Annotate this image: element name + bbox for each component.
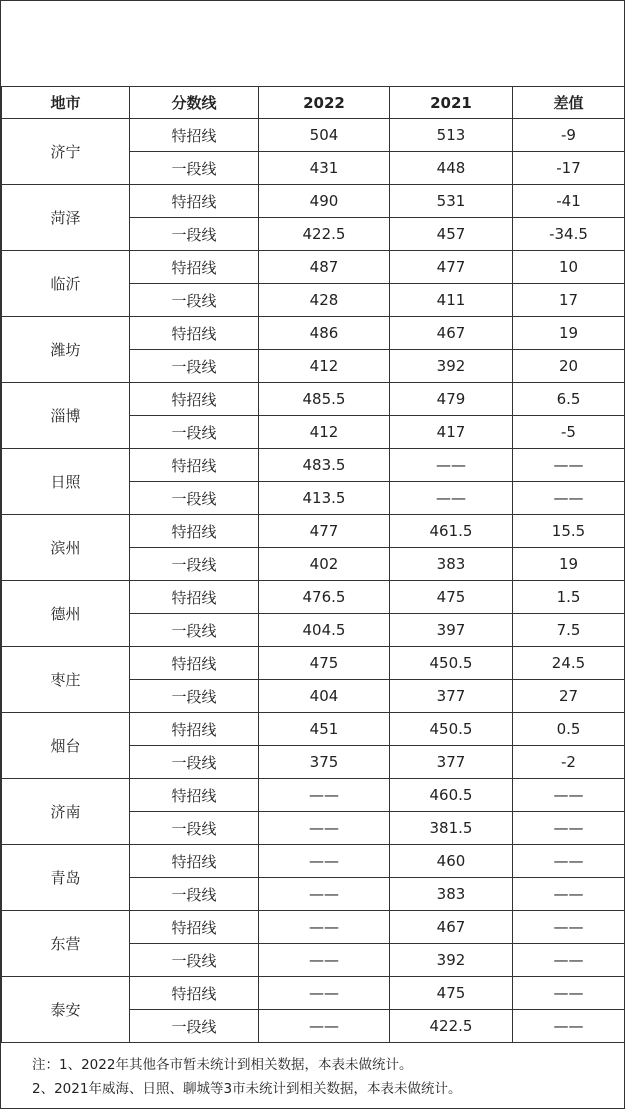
line-type-cell: 一段线 (130, 680, 259, 713)
line-type-cell: 一段线 (130, 218, 259, 251)
score-2022-cell: —— (259, 779, 390, 812)
line-type-cell: 一段线 (130, 416, 259, 449)
score-2021-cell: 513 (390, 119, 513, 152)
city-cell: 临沂 (2, 251, 130, 317)
table-body (2, 119, 625, 1043)
score-2022-cell: 375 (259, 746, 390, 779)
table-row (2, 647, 625, 680)
diff-cell: 24.5 (513, 647, 625, 680)
line-type-cell: 特招线 (130, 845, 259, 878)
diff-cell: -9 (513, 119, 625, 152)
line-type-cell: 一段线 (130, 614, 259, 647)
diff-cell: —— (513, 878, 625, 911)
score-2021-cell: 475 (390, 977, 513, 1010)
line-type-cell: 一段线 (130, 1010, 259, 1043)
city-cell: 潍坊 (2, 317, 130, 383)
line-type-cell: 特招线 (130, 911, 259, 944)
city-cell: 东营 (2, 911, 130, 977)
score-2021-cell: —— (390, 482, 513, 515)
diff-cell: -41 (513, 185, 625, 218)
score-2022-cell: 504 (259, 119, 390, 152)
line-type-cell: 特招线 (130, 977, 259, 1010)
header-2022: 2022 (259, 87, 390, 119)
score-2022-cell: —— (259, 878, 390, 911)
score-2022-cell: 451 (259, 713, 390, 746)
score-2021-cell: 467 (390, 911, 513, 944)
table-row (2, 977, 625, 1010)
score-2021-cell: 467 (390, 317, 513, 350)
city-cell: 济南 (2, 779, 130, 845)
table-row (2, 911, 625, 944)
diff-cell: 7.5 (513, 614, 625, 647)
score-2022-cell: —— (259, 812, 390, 845)
score-2021-cell: 377 (390, 680, 513, 713)
table-row (2, 119, 625, 152)
score-2022-cell: 412 (259, 350, 390, 383)
table-row (2, 251, 625, 284)
score-2022-cell: 475 (259, 647, 390, 680)
city-cell: 烟台 (2, 713, 130, 779)
city-cell: 淄博 (2, 383, 130, 449)
header-2021: 2021 (390, 87, 513, 119)
score-2021-cell: 392 (390, 944, 513, 977)
diff-cell: —— (513, 845, 625, 878)
header-diff: 差值 (513, 87, 625, 119)
footnotes (32, 1053, 462, 1101)
score-2021-cell: 479 (390, 383, 513, 416)
diff-cell: 15.5 (513, 515, 625, 548)
line-type-cell: 特招线 (130, 119, 259, 152)
blank-header-area (0, 0, 625, 86)
table-row (2, 317, 625, 350)
score-2021-cell: 475 (390, 581, 513, 614)
score-2021-cell: 450.5 (390, 713, 513, 746)
score-2021-cell: 461.5 (390, 515, 513, 548)
diff-cell: 6.5 (513, 383, 625, 416)
score-2022-cell: 404 (259, 680, 390, 713)
table-header-row (2, 87, 625, 119)
score-2022-cell: —— (259, 911, 390, 944)
score-2021-cell: 422.5 (390, 1010, 513, 1043)
table-row (2, 581, 625, 614)
line-type-cell: 特招线 (130, 383, 259, 416)
score-2022-cell: 490 (259, 185, 390, 218)
line-type-cell: 一段线 (130, 548, 259, 581)
header-line-type: 分数线 (130, 87, 259, 119)
score-2021-cell: 392 (390, 350, 513, 383)
diff-cell: -34.5 (513, 218, 625, 251)
score-2022-cell: —— (259, 1010, 390, 1043)
city-cell: 枣庄 (2, 647, 130, 713)
line-type-cell: 一段线 (130, 152, 259, 185)
score-2021-cell: 460.5 (390, 779, 513, 812)
line-type-cell: 特招线 (130, 779, 259, 812)
diff-cell: 20 (513, 350, 625, 383)
city-cell: 日照 (2, 449, 130, 515)
table-row (2, 845, 625, 878)
city-cell: 德州 (2, 581, 130, 647)
line-type-cell: 一段线 (130, 284, 259, 317)
score-2022-cell: 404.5 (259, 614, 390, 647)
line-type-cell: 特招线 (130, 251, 259, 284)
diff-cell: 1.5 (513, 581, 625, 614)
score-2022-cell: 402 (259, 548, 390, 581)
city-cell: 泰安 (2, 977, 130, 1043)
line-type-cell: 特招线 (130, 647, 259, 680)
line-type-cell: 一段线 (130, 944, 259, 977)
score-2022-cell: 413.5 (259, 482, 390, 515)
score-2022-cell: 486 (259, 317, 390, 350)
diff-cell: 19 (513, 548, 625, 581)
score-2022-cell: —— (259, 944, 390, 977)
line-type-cell: 特招线 (130, 185, 259, 218)
table-row (2, 779, 625, 812)
score-2021-cell: 450.5 (390, 647, 513, 680)
diff-cell: 19 (513, 317, 625, 350)
city-cell: 滨州 (2, 515, 130, 581)
score-table (1, 86, 625, 1043)
score-2021-cell: 531 (390, 185, 513, 218)
score-2021-cell: 417 (390, 416, 513, 449)
line-type-cell: 特招线 (130, 581, 259, 614)
score-2022-cell: 431 (259, 152, 390, 185)
score-2021-cell: 377 (390, 746, 513, 779)
line-type-cell: 一段线 (130, 812, 259, 845)
line-type-cell: 特招线 (130, 317, 259, 350)
city-cell: 菏泽 (2, 185, 130, 251)
diff-cell: 10 (513, 251, 625, 284)
header-city: 地市 (2, 87, 130, 119)
city-cell: 青岛 (2, 845, 130, 911)
table-row (2, 515, 625, 548)
diff-cell: —— (513, 779, 625, 812)
diff-cell: -5 (513, 416, 625, 449)
diff-cell: —— (513, 911, 625, 944)
score-2021-cell: 448 (390, 152, 513, 185)
score-2022-cell: 476.5 (259, 581, 390, 614)
diff-cell: —— (513, 977, 625, 1010)
score-2021-cell: 457 (390, 218, 513, 251)
city-cell: 济宁 (2, 119, 130, 185)
table-row (2, 383, 625, 416)
score-2022-cell: 428 (259, 284, 390, 317)
diff-cell: -17 (513, 152, 625, 185)
score-2022-cell: 422.5 (259, 218, 390, 251)
table-row (2, 713, 625, 746)
diff-cell: -2 (513, 746, 625, 779)
line-type-cell: 一段线 (130, 482, 259, 515)
score-2022-cell: 487 (259, 251, 390, 284)
score-2021-cell: —— (390, 449, 513, 482)
line-type-cell: 特招线 (130, 449, 259, 482)
line-type-cell: 一段线 (130, 350, 259, 383)
score-2021-cell: 397 (390, 614, 513, 647)
score-2021-cell: 383 (390, 878, 513, 911)
score-2021-cell: 460 (390, 845, 513, 878)
line-type-cell: 特招线 (130, 713, 259, 746)
diff-cell: —— (513, 944, 625, 977)
score-2022-cell: 485.5 (259, 383, 390, 416)
diff-cell: 27 (513, 680, 625, 713)
line-type-cell: 一段线 (130, 878, 259, 911)
diff-cell: 17 (513, 284, 625, 317)
score-2021-cell: 383 (390, 548, 513, 581)
footnote-2: 2、2021年威海、日照、聊城等3市未统计到相关数据，本表未做统计。 (32, 1081, 462, 1097)
score-2021-cell: 381.5 (390, 812, 513, 845)
diff-cell: 0.5 (513, 713, 625, 746)
footnote-1: 注：1、2022年其他各市暂未统计到相关数据，本表未做统计。 (32, 1057, 413, 1073)
score-2021-cell: 411 (390, 284, 513, 317)
table-row (2, 185, 625, 218)
score-2021-cell: 477 (390, 251, 513, 284)
score-2022-cell: 483.5 (259, 449, 390, 482)
score-2022-cell: —— (259, 845, 390, 878)
line-type-cell: 特招线 (130, 515, 259, 548)
score-2022-cell: 412 (259, 416, 390, 449)
diff-cell: —— (513, 812, 625, 845)
diff-cell: —— (513, 449, 625, 482)
diff-cell: —— (513, 482, 625, 515)
table-row (2, 449, 625, 482)
line-type-cell: 一段线 (130, 746, 259, 779)
score-2022-cell: —— (259, 977, 390, 1010)
score-2022-cell: 477 (259, 515, 390, 548)
diff-cell: —— (513, 1010, 625, 1043)
